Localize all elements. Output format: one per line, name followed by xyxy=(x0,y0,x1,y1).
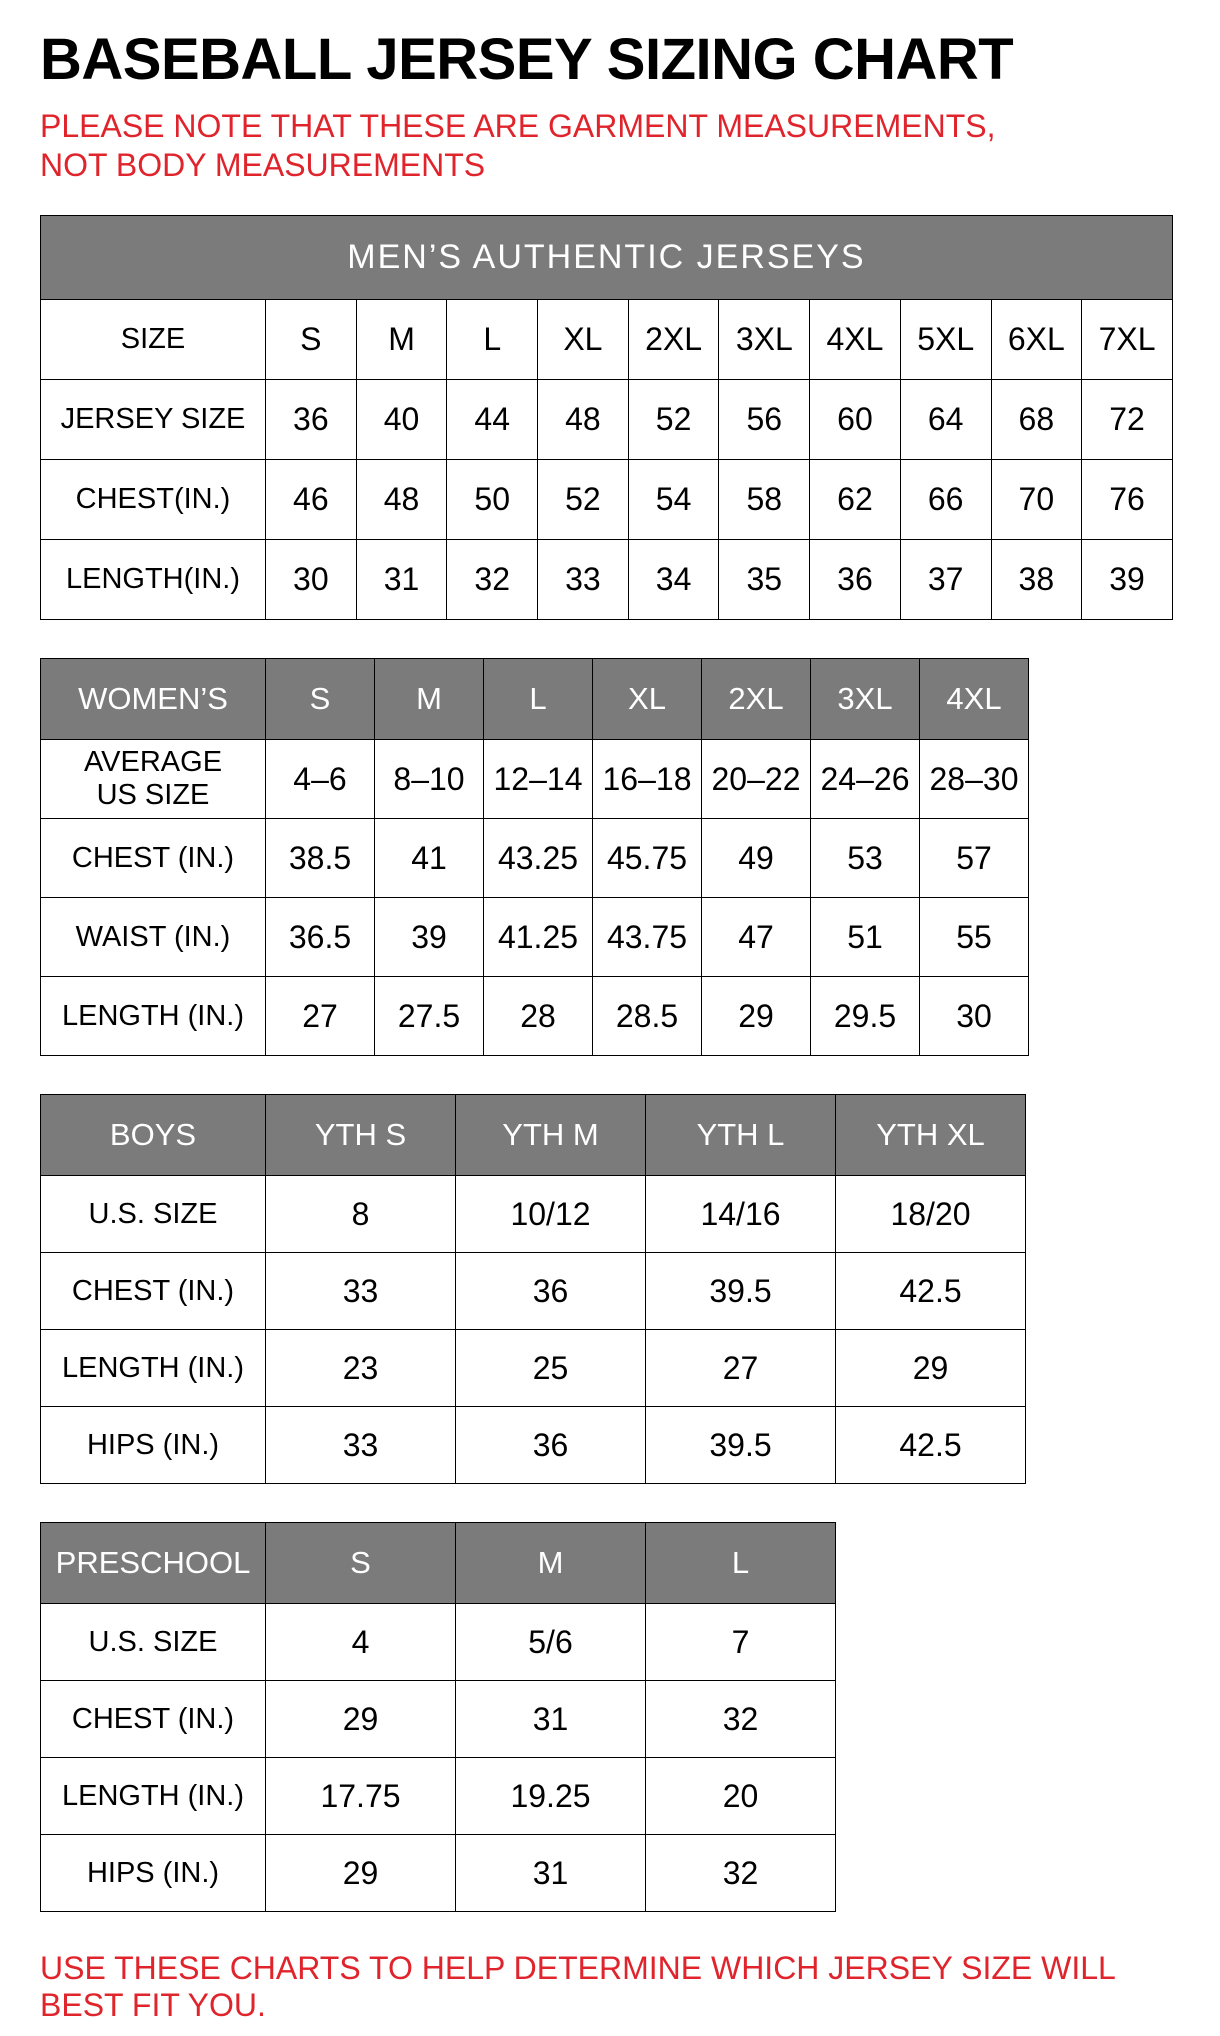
table-row xyxy=(41,1176,1026,1253)
table-cell: 33 xyxy=(266,1407,456,1484)
table-cell: 30 xyxy=(266,540,357,620)
mens-authentic-jerseys-table xyxy=(40,215,1173,620)
table-cell: 36.5 xyxy=(266,898,375,977)
table-cell: 16–18 xyxy=(593,740,702,819)
table-cell: 38.5 xyxy=(266,819,375,898)
row-label: WAIST (IN.) xyxy=(41,898,266,977)
table-cell: 60 xyxy=(810,380,901,460)
table-cell: 7XL xyxy=(1082,300,1173,380)
table-cell: 8–10 xyxy=(375,740,484,819)
table-cell: 46 xyxy=(266,460,357,540)
table-cell: 4–6 xyxy=(266,740,375,819)
row-label: JERSEY SIZE xyxy=(41,380,266,460)
mens-table-title: MEN’S AUTHENTIC JERSEYS xyxy=(41,216,1173,300)
table-cell: 39 xyxy=(375,898,484,977)
table-cell: 31 xyxy=(456,1835,646,1912)
table-cell: 20 xyxy=(646,1758,836,1835)
table-cell: 29 xyxy=(702,977,811,1056)
table-cell: 39 xyxy=(1082,540,1173,620)
page-title: BASEBALL JERSEY SIZING CHART xyxy=(40,27,1014,92)
boys-table-head xyxy=(41,1095,1026,1176)
table-cell: 30 xyxy=(920,977,1029,1056)
size-column-header: M xyxy=(375,659,484,740)
table-cell: 50 xyxy=(447,460,538,540)
table-cell: 49 xyxy=(702,819,811,898)
table-cell: 47 xyxy=(702,898,811,977)
table-cell: 48 xyxy=(356,460,447,540)
table-cell: 24–26 xyxy=(811,740,920,819)
table-cell: 51 xyxy=(811,898,920,977)
row-label: LENGTH (IN.) xyxy=(41,1330,266,1407)
table-cell: 55 xyxy=(920,898,1029,977)
table-cell: 76 xyxy=(1082,460,1173,540)
row-label: LENGTH(IN.) xyxy=(41,540,266,620)
boys-table-body xyxy=(41,1176,1026,1484)
table-cell: 57 xyxy=(920,819,1029,898)
table-row xyxy=(41,740,1029,819)
table-cell: 43.25 xyxy=(484,819,593,898)
table-cell: 35 xyxy=(719,540,810,620)
table-row xyxy=(41,380,1173,460)
boys-table xyxy=(40,1094,1026,1484)
size-column-header: YTH M xyxy=(456,1095,646,1176)
table-cell: 52 xyxy=(538,460,629,540)
table-cell: 14/16 xyxy=(646,1176,836,1253)
size-column-header: 2XL xyxy=(702,659,811,740)
table-cell: 64 xyxy=(900,380,991,460)
table-cell: 25 xyxy=(456,1330,646,1407)
table-cell: 27 xyxy=(646,1330,836,1407)
row-label: LENGTH (IN.) xyxy=(41,1758,266,1835)
table-cell: 48 xyxy=(538,380,629,460)
table-cell: 20–22 xyxy=(702,740,811,819)
preschool-table xyxy=(40,1522,836,1912)
table-row xyxy=(41,1253,1026,1330)
table-cell: 32 xyxy=(447,540,538,620)
table-cell: 7 xyxy=(646,1604,836,1681)
table-row xyxy=(41,1330,1026,1407)
table-header-label: PRESCHOOL xyxy=(41,1523,266,1604)
table-cell: 33 xyxy=(538,540,629,620)
size-column-header: L xyxy=(646,1523,836,1604)
table-cell: 40 xyxy=(356,380,447,460)
table-cell: 37 xyxy=(900,540,991,620)
table-cell: 5/6 xyxy=(456,1604,646,1681)
size-column-header: L xyxy=(484,659,593,740)
table-cell: 2XL xyxy=(628,300,719,380)
table-row xyxy=(41,460,1173,540)
size-column-header: S xyxy=(266,1523,456,1604)
row-label: U.S. SIZE xyxy=(41,1604,266,1681)
table-cell: 28.5 xyxy=(593,977,702,1056)
size-column-header: YTH XL xyxy=(836,1095,1026,1176)
table-cell: 27 xyxy=(266,977,375,1056)
table-cell: 12–14 xyxy=(484,740,593,819)
table-cell: 56 xyxy=(719,380,810,460)
womens-table xyxy=(40,658,1029,1056)
table-cell: 36 xyxy=(456,1407,646,1484)
table-cell: 28 xyxy=(484,977,593,1056)
table-cell: 4XL xyxy=(810,300,901,380)
table-title-row xyxy=(41,216,1173,300)
table-cell: S xyxy=(266,300,357,380)
womens-table-head xyxy=(41,659,1029,740)
table-row xyxy=(41,977,1029,1056)
table-header-row xyxy=(41,659,1029,740)
table-row xyxy=(41,1758,836,1835)
table-cell: 72 xyxy=(1082,380,1173,460)
table-cell: XL xyxy=(538,300,629,380)
table-cell: 38 xyxy=(991,540,1082,620)
table-cell: 36 xyxy=(456,1253,646,1330)
table-cell: 62 xyxy=(810,460,901,540)
row-label: HIPS (IN.) xyxy=(41,1407,266,1484)
table-row xyxy=(41,819,1029,898)
table-cell: 66 xyxy=(900,460,991,540)
garment-measurements-note: PLEASE NOTE THAT THESE ARE GARMENT MEASUREMENTS, NOT BODY MEASUREMENTS xyxy=(40,108,996,184)
table-cell: 70 xyxy=(991,460,1082,540)
table-cell: 45.75 xyxy=(593,819,702,898)
table-row xyxy=(41,1604,836,1681)
table-cell: 5XL xyxy=(900,300,991,380)
table-cell: 41 xyxy=(375,819,484,898)
size-column-header: YTH L xyxy=(646,1095,836,1176)
table-cell: 54 xyxy=(628,460,719,540)
table-cell: 42.5 xyxy=(836,1253,1026,1330)
table-cell: 18/20 xyxy=(836,1176,1026,1253)
table-cell: 39.5 xyxy=(646,1407,836,1484)
size-column-header: M xyxy=(456,1523,646,1604)
row-label: CHEST (IN.) xyxy=(41,1681,266,1758)
table-header-label: BOYS xyxy=(41,1095,266,1176)
mens-table-body xyxy=(41,300,1173,620)
row-label: LENGTH (IN.) xyxy=(41,977,266,1056)
size-column-header: YTH S xyxy=(266,1095,456,1176)
table-cell: 17.75 xyxy=(266,1758,456,1835)
row-label: AVERAGE US SIZE xyxy=(41,740,266,819)
row-label: CHEST(IN.) xyxy=(41,460,266,540)
table-row xyxy=(41,540,1173,620)
table-cell: 23 xyxy=(266,1330,456,1407)
preschool-table-body xyxy=(41,1604,836,1912)
row-label: CHEST (IN.) xyxy=(41,819,266,898)
table-row xyxy=(41,898,1029,977)
table-cell: 4 xyxy=(266,1604,456,1681)
table-cell: 68 xyxy=(991,380,1082,460)
size-column-header: 4XL xyxy=(920,659,1029,740)
table-row xyxy=(41,1835,836,1912)
size-column-header: 3XL xyxy=(811,659,920,740)
table-cell: 34 xyxy=(628,540,719,620)
fit-advice-footer: USE THESE CHARTS TO HELP DETERMINE WHICH JERSEY SIZE WILL BEST FIT YOU. xyxy=(40,1950,1115,2024)
row-label: SIZE xyxy=(41,300,266,380)
table-cell: 58 xyxy=(719,460,810,540)
table-cell: 6XL xyxy=(991,300,1082,380)
table-cell: 31 xyxy=(356,540,447,620)
table-cell: 39.5 xyxy=(646,1253,836,1330)
table-cell: 29.5 xyxy=(811,977,920,1056)
table-header-label: WOMEN’S xyxy=(41,659,266,740)
table-cell: 29 xyxy=(266,1835,456,1912)
table-row xyxy=(41,1681,836,1758)
size-column-header: S xyxy=(266,659,375,740)
table-cell: 33 xyxy=(266,1253,456,1330)
table-cell: 19.25 xyxy=(456,1758,646,1835)
table-cell: 8 xyxy=(266,1176,456,1253)
table-header-row xyxy=(41,1095,1026,1176)
table-cell: 41.25 xyxy=(484,898,593,977)
table-cell: 42.5 xyxy=(836,1407,1026,1484)
table-cell: 53 xyxy=(811,819,920,898)
table-row xyxy=(41,1407,1026,1484)
womens-table-body xyxy=(41,740,1029,1056)
table-cell: 28–30 xyxy=(920,740,1029,819)
table-cell: 27.5 xyxy=(375,977,484,1056)
row-label: U.S. SIZE xyxy=(41,1176,266,1253)
table-cell: 36 xyxy=(810,540,901,620)
mens-table-head xyxy=(41,216,1173,300)
row-label: CHEST (IN.) xyxy=(41,1253,266,1330)
size-column-header: XL xyxy=(593,659,702,740)
table-cell: 3XL xyxy=(719,300,810,380)
table-cell: 10/12 xyxy=(456,1176,646,1253)
table-row xyxy=(41,300,1173,380)
table-cell: 32 xyxy=(646,1835,836,1912)
table-cell: 31 xyxy=(456,1681,646,1758)
table-cell: M xyxy=(356,300,447,380)
table-cell: 36 xyxy=(266,380,357,460)
table-cell: 32 xyxy=(646,1681,836,1758)
table-cell: 52 xyxy=(628,380,719,460)
table-cell: 29 xyxy=(836,1330,1026,1407)
table-cell: 29 xyxy=(266,1681,456,1758)
row-label: HIPS (IN.) xyxy=(41,1835,266,1912)
table-cell: 43.75 xyxy=(593,898,702,977)
preschool-table-head xyxy=(41,1523,836,1604)
table-cell: 44 xyxy=(447,380,538,460)
table-cell: L xyxy=(447,300,538,380)
table-header-row xyxy=(41,1523,836,1604)
